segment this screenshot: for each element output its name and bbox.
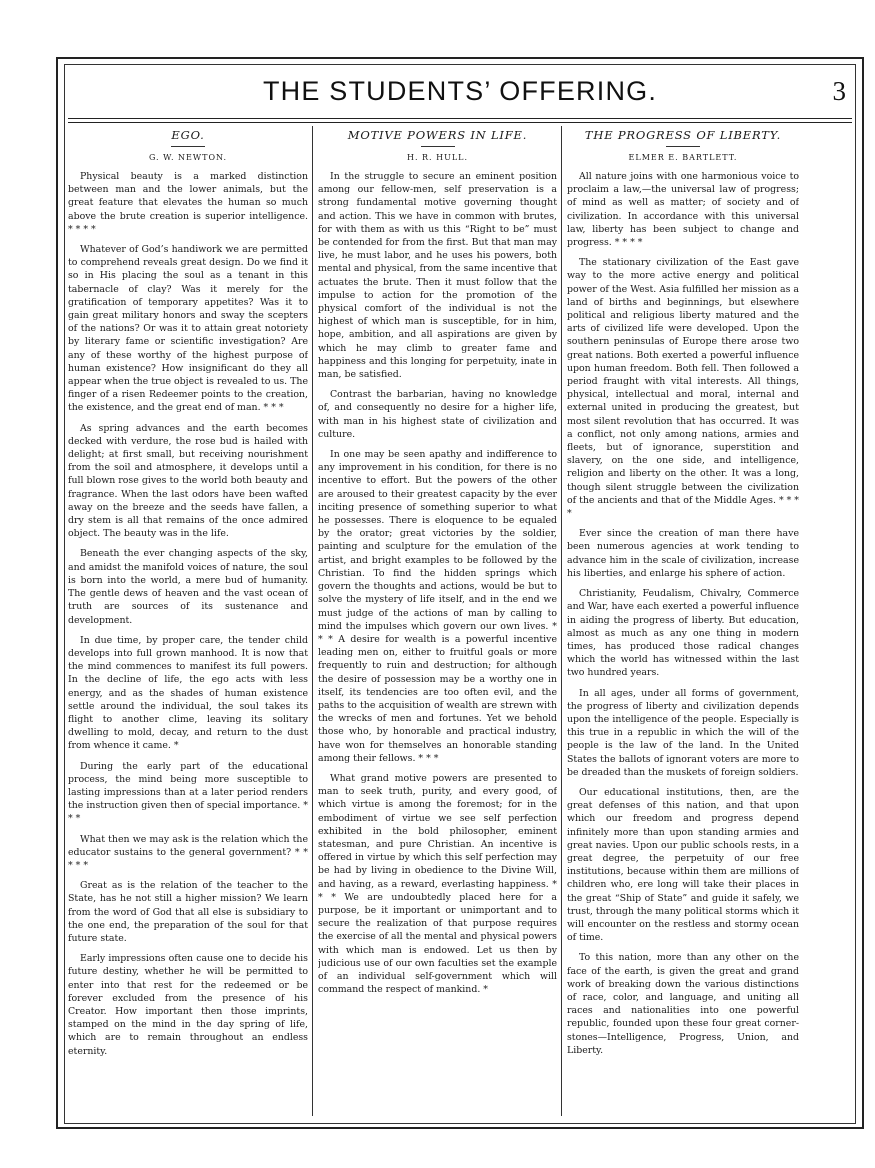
article-motive-powers — [318, 127, 557, 1117]
paragraph: All nature joins with one harmonious voice to proclaim a law,—the universal law of progress; of mind as well as matter; of society and of civilization. In accordance with this universal law, liberty has been subject to change and progress. * * * * — [567, 171, 799, 249]
title-rule — [666, 146, 700, 147]
paragraph: What then we may ask is the relation which the educator sustains to the general government? * * * * * — [68, 833, 308, 871]
article-author: ELMER E. BARTLETT. — [628, 153, 738, 162]
column-divider — [561, 126, 562, 1116]
article-progress-of-liberty — [567, 127, 799, 1117]
paragraph: Great as is the relation of the teacher to the State, has he not still a higher mission? We learn from the word of God that all else is subsidiary to the one end, the preparation of the soul for that future state. — [68, 880, 308, 944]
title-rule — [171, 146, 205, 147]
article-ego — [68, 127, 308, 1117]
paragraph: In all ages, under all forms of government, the progress of liberty and civilization depends upon the intelligence of the people. Especially is this true in a republic in which the will of the people is the law of the land. In the United States the ballots of ignorant voters are more to be dreaded than the muskets of foreign soldiers. — [567, 687, 799, 778]
paragraph: Beneath the ever changing aspects of the sky, and amidst the manifold voices of nature, the soul is born into the world, a mere bud of humanity. The gentle dews of heaven and the vast ocean of truth are sources of its sustenance and development. — [68, 548, 308, 626]
paragraph: As spring advances and the earth becomes decked with verdure, the rose bud is hailed with delight; at first small, but receiving nourishment from the soil and atmosphere, it develops until a full blown rose gives to the world both beauty and fragrance. When the last odors have been wafted away on the breeze and the seeds have fallen, a dry stem is all that remains of the once admired object. The beauty was in the life. — [68, 422, 308, 540]
page-number: 3 — [832, 76, 846, 106]
paragraph: During the early part of the educational process, the mind being more susceptible to lasting impressions than at a later period renders the instruction given then of special importance. * * * — [68, 760, 308, 825]
paragraph: In one may be seen apathy and indifference to any improvement in his condition, for there is no incentive to effort. But the powers of the other are aroused to their greatest capacity by the ever inciting presence of something superior to what he possesses. There is eloquence to be equaled by the orator; great victories by the soldier, painting and sculpture for the emulation of the artist, and bright examples to be followed by the Christian. To find the hidden springs which govern the thoughts and actions, would be but to solve the mystery of life itself, and in the end we must judge of the actions of man by calling to mind the impulses which govern our own lives. * * * A desire for wealth is a powerful incentive leading men on, either to fruitful goals or more frequently to ruin and destruction; for although the desire of possession may be a worthy one in itself, its tendencies are too often evil, and the paths to the acquisition of wealth are strewn with the wrecks of men and fortunes. Yet we behold those who, by honorable and practical industry, have won for themselves an honorable standing among their fellows. * * * — [318, 449, 557, 764]
article-author: G. W. NEWTON. — [148, 153, 228, 162]
paragraph: What grand motive powers are presented to man to seek truth, purity, and every good, of which virtue is among the foremost; for in the embodiment of virtue we see self perfection exhibited in the bold philosopher, eminent statesman, and pure Christian. An incentive is offered in virtue by which this self perfection may be had by living in obedience to the Divine Will, and having, as a reward, everlasting happiness. * * * We are undoubtedly placed here for a purpose, be it important or unimportant and to secure the realization of that purpose requires the exercise of all the mental and physical powers with which man is endowed. Let us then by judicious use of our own faculties set the example of an individual self-government which will command the respect of mankind. * — [318, 772, 557, 996]
header-rule-bottom — [68, 122, 852, 123]
paragraph: In the struggle to secure an eminent position among our fellow-men, self preservation is a strong fundamental motive governing thought and action. This we have in common with brutes, for with them as with us this “Right to be” must be contended for from the first. But that man may live, he must labor, and he uses his powers, both mental and physical, from the same incentive that actuates the brute. Then it must follow that the impulse to action for the promotion of the physical comfort of the individual is not the highest of which man is susceptible, for in him, hope, ambition, and all aspirations are given by which he may climb to greater fame and happiness and this longing for perpetuity, inate in man, be satisfied. — [318, 171, 557, 381]
paragraph: Physical beauty is a marked distinction between man and the lower animals, but the great feature that elevates the human so much above the brute creation is superior intelligence. * * * * — [68, 171, 308, 235]
paragraph: Contrast the barbarian, having no knowledge of, and consequently no desire for a higher life, with man in his highest state of civilization and culture. — [318, 389, 557, 440]
paragraph: Whatever of God’s handiwork we are permitted to comprehend reveals great design. Do we find it so in His placing the soul as a tenant in this tabernacle of clay? Was it merely for the gratification of temporary appetites? Was it to gain great military honors and sway the scepters of the nations? Or was it to attain great notoriety by literary fame or scientific investigation? Are any of these worthy of the highest purpose of human existence? How insignificant do they all appear when the true object is revealed to us. The finger of a risen Redeemer points to the creation, the existence, and the great end of man. * * * — [68, 244, 308, 414]
paragraph: To this nation, more than any other on the face of the earth, is given the great and grand work of breaking down the various distinctions of race, color, and language, and uniting all races and nationalities into one powerful republic, founded upon these four great corner-stones—Intelligence, Progress, Union, and Liberty. — [567, 952, 799, 1056]
paragraph: Christianity, Feudalism, Chivalry, Commerce and War, have each exerted a powerful influence in aiding the progress of liberty. But education, almost as much as any one thing in modern times, has produced those radical changes which the world has witnessed within the last two hundred years. — [567, 588, 799, 679]
paragraph: Our educational institutions, then, are the great defenses of this nation, and that upon which our freedom and progress depend infinitely more than upon standing armies and great navies. Upon our public schools rests, in a great degree, the perpetuity of our free institutions, because within them are millions of children who, ere long will take their places in the great “Ship of State” and guide it safely, we trust, through the many political storms which it will encounter on the restless and stormy ocean of time. — [567, 786, 799, 944]
article-title: MOTIVE POWERS IN LIFE. — [347, 128, 528, 142]
publication-title: THE STUDENTS’ OFFERING. — [262, 76, 658, 106]
masthead — [64, 72, 856, 118]
article-title: THE PROGRESS OF LIBERTY. — [584, 128, 782, 142]
article-title: EGO. — [171, 128, 205, 142]
paragraph: Ever since the creation of man there have been numerous agencies at work tending to advance him in the scale of civilization, increase his liberties, and enlarge his sphere of action. — [567, 528, 799, 579]
column-divider — [312, 126, 313, 1116]
title-rule — [421, 146, 455, 147]
article-author: H. R. HULL. — [406, 153, 469, 162]
header-rule-top — [68, 118, 852, 119]
paragraph: The stationary civilization of the East gave way to the more active energy and political power of the West. Asia fulfilled her mission as a land of births and beginnings, but elsewhere political and religious liberty matured and the arts of civilized life were developed. Upon the southern peninsulas of Europe there arose two great nations. Both exerted a powerful influence upon human freedom. Both fell. Then followed a period fraught with vital interests. All things, physical, intellectual and moral, internal and external united in producing the greatest, but most silent revolution that has occurred. It was a conflict, not only among nations, armies and fleets, but of ignorance, superstition and slavery, on the one side, and intelligence, religion and liberty on the other. It was a long, though silent struggle between the civilization of the ancients and that of the Middle Ages. * * * * — [567, 257, 799, 520]
paragraph: In due time, by proper care, the tender child develops into full grown manhood. It is now that the mind commences to manifest its full powers. In the decline of life, the ego acts with less energy, and as the shades of human existence settle around the individual, the soul takes its flight to another clime, leaving its solitary dwelling to mold, decay, and return to the dust from whence it came. * — [68, 634, 308, 752]
paragraph: Early impressions often cause one to decide his future destiny, whether he will be permitted to enter into that rest for the redeemed or be forever excluded from the presence of his Creator. How important then those imprints, stamped on the mind in the day spring of life, which are to remain throughout an endless eternity. — [68, 953, 308, 1057]
